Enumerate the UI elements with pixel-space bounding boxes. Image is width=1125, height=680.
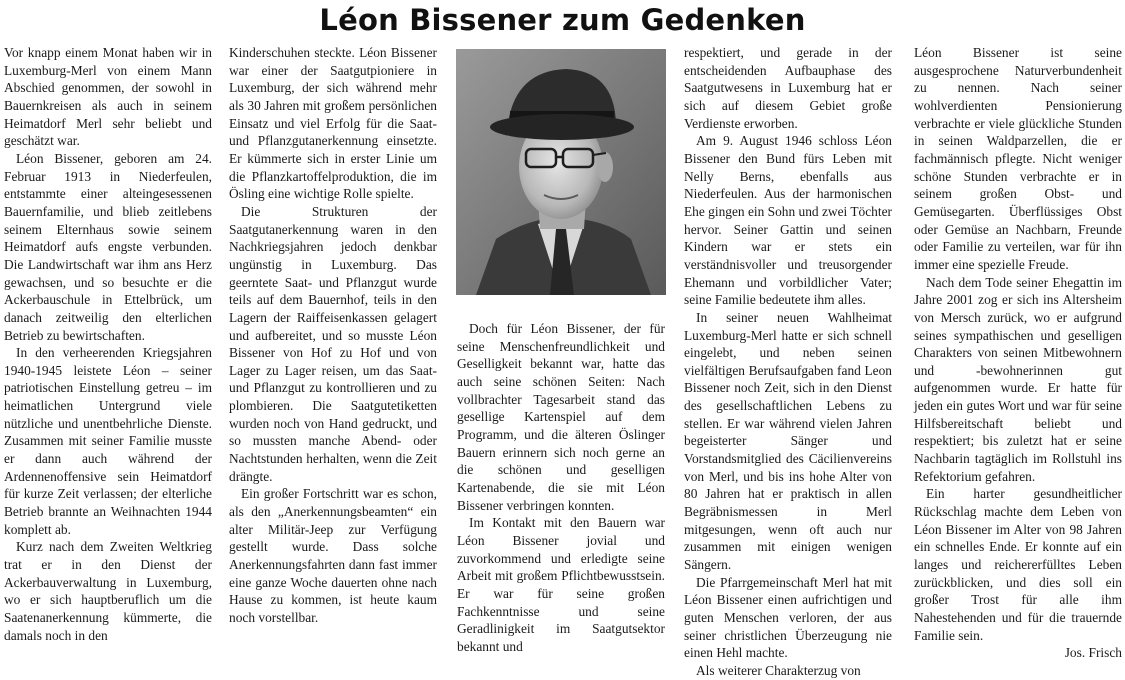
article-column-5 <box>914 44 1122 662</box>
article-column-1 <box>4 44 212 644</box>
article-column-3 <box>457 320 665 655</box>
paragraph: Nach dem Tode seiner Ehegattin im Jahre 2001 zog er sich ins Altersheim von Mersch zurück, wo er aufgrund seines sympathischen und geselligen Charakters von seinen Mitbewohnern und -bewohnerinnen gut aufgenommen wurde. Er hatte für jeden ein gutes Wort und war für seine Hilfsbereitschaft beliebt und respektiert; bis zuletzt hat er seine Nachbarin tagtäglich im Rollstuhl ins Refektorium gefahren. <box>914 274 1122 484</box>
paragraph: Kurz nach dem Zweiten Weltkrieg trat er in den Dienst der Ackerbauverwaltung in Luxemburg, wo er sich hauptberuflich um die Saatenanerkennung kümmerte, die damals noch in den <box>4 539 212 643</box>
paragraph: Doch für Léon Bissener, der für seine Menschenfreundlichkeit und Geselligkeit bekannt war, hatte das auch seine schönen Seiten: Nach vollbrachter Tagesarbeit stand das gesellige Kartenspiel auf dem Programm, und die älteren Öslinger Bauern erinnern sich noch gerne an die schönen und geselligen Kartenabende, die sie mit Léon Bissener verbringen konnten. <box>457 321 665 513</box>
paragraph: Kinderschuhen steckte. Léon Bissener war einer der Saatgutpioniere in Luxemburg, der sich während mehr als 30 Jahren mit großem persönlichen Einsatz und viel Erfolg für die Saat- und Pflanzgutanerkennung einsetzte. Er kümmerte sich in erster Linie um die Pflanzkartoffelproduktion, die im Ösling eine wichtige Rolle spielte. <box>229 45 437 202</box>
portrait-photo <box>456 49 666 295</box>
article-column-4 <box>684 44 892 680</box>
paragraph: In seiner neuen Wahlheimat Luxemburg-Merl hatte er sich schnell eingelebt, und neben seinen vielfältigen Berufsaufgaben fand Leon Bissener noch Zeit, sich in den Dienst des gesellschaftlichen Lebens zu stellen. Er war während vielen Jahren begeisterter Sänger und Vorstandsmitglied des Cäcilienvereins von Merl, und bis ins hohe Alter von 80 Jahren hat er praktisch in allen Begräbnismessen in Merl mitgesungen, wenn oft auch nur zusammen mit einigen wenigen Sängern. <box>684 309 892 573</box>
article-headline: Léon Bissener zum Gedenken <box>319 3 806 37</box>
paragraph: Die Pfarrgemeinschaft Merl hat mit Léon Bissener einen aufrichtigen und guten Menschen verloren, der aus seiner christlichen Überzeugung nie einen Hehl machte. <box>684 574 892 661</box>
paragraph: Léon Bissener ist seine ausgesprochene Naturverbundenheit zu nennen. Nach seiner wohlverdienten Pensionierung verbrachte er viele glückliche Stunden in seinen Waldparzellen, die er fachmännisch pflegte. Nicht weniger schöne Stunden verbrachte er in seinem großen Obst- und Gemüsegarten. Überflüssiges Obst oder Gemüse an Nachbarn, Freunde oder Familie zu verteilen, war für ihn immer eine spezielle Freude. <box>914 45 1122 272</box>
paragraph: In den verheerenden Kriegsjahren 1940-1945 leistete Léon – seiner patriotischen Einstellung getreu – im heimatlichen Untergrund viele nützliche und unentbehrliche Dienste. Zusammen mit seiner Familie musste er dann auch während der Ardennenoffensive sein Heimatdorf für kurze Zeit verlassen; der elterliche Betrieb brannte an Weihnachten 1944 komplett ab. <box>4 345 212 537</box>
paragraph: Vor knapp einem Monat haben wir in Luxemburg-Merl von einem Mann Abschied genommen, der sowohl in Bauernkreisen als auch in seinem Heimatdorf Merl sehr beliebt und geschätzt war. <box>4 45 212 149</box>
paragraph: Ein harter gesundheitlicher Rückschlag machte dem Leben von Léon Bissener im Alter von 98 Jahren ein schnelles Ende. Er konnte auf ein langes und reichererfülltes Leben zurückblicken, und dies soll ein großer Trost für alle ihm Nahestehenden und für die trauernde Familie sein. <box>914 486 1122 643</box>
paragraph: Die Strukturen der Saatgutanerkennung waren in den Nachkriegsjahren jedoch denkbar ungünstig in Luxemburg. Das geerntete Saat- und Pflanzgut wurde teils auf dem Bauernhof, teils in den Lagern der Raiffeisenkassen gelagert und aufbereitet, und so musste Léon Bissener von Hof zu Hof und von Lager zu Lager reisen, um das Saat- und Pflanzgut zu kontrollieren und zu plombieren. Die Saatgutetiketten wurden noch von Hand gedruckt, und so mussten manche Abend- oder Nachtstunden herhalten, wenn die Zeit drängte. <box>229 203 437 484</box>
paragraph: Ein großer Fortschritt war es schon, als den „Anerkennungsbeamten“ ein alter Militär-Jeep zur Verfügung gestellt wurde. Dass solche Anerkennungsfahrten dann fast immer eine ganze Woche dauerten ohne nach Hause zu kommen, ist heute kaum noch vorstellbar. <box>229 486 437 625</box>
paragraph: Als weiterer Charakterzug von <box>696 662 861 678</box>
paragraph: Am 9. August 1946 schloss Léon Bissener den Bund fürs Leben mit Nelly Berns, ebenfalls aus Niederfeulen. Aus der harmonischen Ehe gingen ein Sohn und zwei Töchter hervor. Seiner Gattin und seinen Kindern war er stets ein verständnisvoller und treusorgender Ehemann und vorbildlicher Vater; seine Familie bedeutete ihm alles. <box>684 133 892 308</box>
paragraph: Léon Bissener, geboren am 24. Februar 1913 in Niederfeulen, entstammte einer alteingesessenen Bauernfamilie, und blieb zeitlebens seinem Elternhaus sowie seinem Heimatdorf aufs engste verbunden. Die Landwirtschaft war ihm ans Herz gewachsen, und so besuchte er die Ackerbauschule in Ettelbrück, um danach zeitweilig den elterlichen Betrieb zu bewirtschaften. <box>4 150 212 343</box>
paragraph: respektiert, und gerade in der entscheidenden Aufbauphase des Saatgutwesens in Luxemburg hat er sich auf diesem Gebiet große Verdienste erworben. <box>684 45 892 131</box>
portrait-photo-icon <box>456 49 666 295</box>
author-signature: Jos. Frisch <box>1064 645 1122 661</box>
paragraph: Im Kontakt mit den Bauern war Léon Bissener jovial und zuvorkommend und erledigte seine Arbeit mit großem Pflichtbewusstsein. Er war für seine großen Fachkenntnisse und seine Geradlinigkeit im Saatgutsektor bekannt und <box>457 515 665 654</box>
article-column-2 <box>229 44 437 627</box>
